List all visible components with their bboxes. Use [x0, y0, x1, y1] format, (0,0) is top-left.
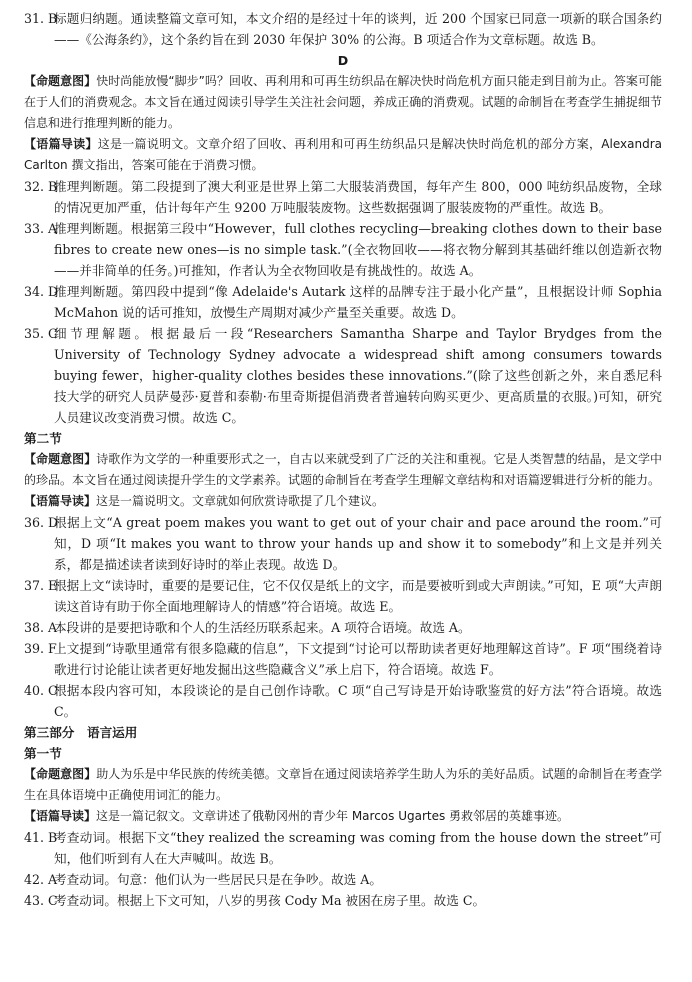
note-tag: 【命题意图】: [24, 452, 97, 466]
answer-number: 33. A: [24, 221, 58, 236]
section-heading: 第一节: [24, 746, 62, 761]
answer-34: [24, 281, 662, 323]
answer-number: 38. A: [24, 620, 58, 635]
answer-number: 37. E: [24, 578, 58, 593]
note-tag: 【语篇导读】: [24, 809, 97, 823]
answer-42: [24, 869, 662, 890]
answer-32: [24, 176, 662, 218]
answer-text: 根据本段内容可知，本段谈论的是自己创作诗歌。C 项“自己写诗是开始诗歌鉴赏的好方法”符合语境。故选 C。: [54, 683, 662, 719]
answer-number: 34. D: [24, 284, 59, 299]
passage-letter-heading: D: [337, 53, 349, 68]
answer-text: 考查动词。根据上下文可知，八岁的男孩 Cody Ma 被困在房子里。故选 C。: [54, 893, 486, 908]
note-text: 助人为乐是中华民族的传统美德。文章旨在通过阅读培养学生助人为乐的美好品质。试题的命制旨在考查学生在具体语境中正确使用词汇的能力。: [24, 767, 662, 802]
answer-39: [24, 638, 662, 680]
answer-31: [24, 8, 662, 50]
answer-number: 42. A: [24, 872, 58, 887]
answer-text: 根据上文“A great poem makes you want to get out of your chair and pace around the room.”可知，D 项“It makes you want to throw your hands up and show it to somebody”和上文是并列关系，都是描述读者读到好诗时的举止表现。故选 D。: [54, 515, 662, 572]
answer-number: 41. B: [24, 830, 58, 845]
answer-text: 上文提到“诗歌里通常有很多隐藏的信息”，下文提到“讨论可以帮助读者更好地理解这首诗”。F 项“围绕着诗歌进行讨论能让读者更好地发掘出这些隐藏含义”承上启下，符合语境。故选 F。: [54, 641, 662, 677]
answer-text: 本段讲的是要把诗歌和个人的生活经历联系起来。A 项符合语境。故选 A。: [54, 620, 471, 635]
answer-number: 36. D: [24, 515, 59, 530]
guide-note: [24, 491, 662, 512]
note-tag: 【命题意图】: [24, 767, 97, 781]
answer-text: 考查动词。根据下文“they realized the screaming was coming from the house down the street”可知，他们听到有人在大声喊叫。故选 B。: [54, 830, 662, 866]
answer-text: 推理判断题。第二段提到了澳大利亚是世界上第二大服装消费国，每年产生 800，000 吨纺织品废物，全球的情况更加严重，估计每年产生 9200 万吨服装废物。这些数据强调了服装废物的严重性。故选 B。: [54, 179, 662, 215]
answer-36: [24, 512, 662, 575]
answer-number: 31. B: [24, 11, 58, 26]
note-text: 快时尚能放慢“脚步”吗？回收、再利用和可再生纺织品在解决快时尚危机方面只能走到目前为止。答案可能在于人们的消费观念。本文旨在通过阅读引导学生关注社会问题，养成正确的消费观。试题的命制旨在考查学生捕捉细节信息和进行推理判断的能力。: [24, 74, 662, 130]
note-text: 这是一篇说明文。文章就如何欣赏诗歌提了几个建议。: [96, 494, 385, 508]
guide-note: [24, 134, 662, 176]
answer-number: 40. C: [24, 683, 58, 698]
answer-38: [24, 617, 662, 638]
answer-number: 32. B: [24, 179, 58, 194]
intent-note: [24, 449, 662, 491]
answer-text: 推理判断题。第四段中提到“像 Adelaide's Autark 这样的品牌专注于最小化产量”，且根据设计师 Sophia McMahon 说的话可推知，放慢生产周期对减少产量至关重要。故选 D。: [54, 284, 662, 320]
section-heading: 第二节: [24, 431, 62, 446]
answer-text: 根据上文“读诗时，重要的是要记住，它不仅仅是纸上的文字，而是要被听到或大声朗读。”可知，E 项“大声朗读这首诗有助于你全面地理解诗人的情感”符合语境。故选 E。: [54, 578, 662, 614]
answer-35: [24, 323, 662, 428]
answer-41: [24, 827, 662, 869]
answer-text: 标题归纳题。通读整篇文章可知，本文介绍的是经过十年的谈判，近 200 个国家已同意一项新的联合国条约——《公海条约》，这个条约旨在到 2030 年保护 30% 的公海。B 项适合作为文章标题。故选 B。: [54, 11, 662, 47]
note-text: 这是一篇说明文。文章介绍了回收、再利用和可再生纺织品只是解决快时尚危机的部分方案，Alexandra Carlton 撰文指出，答案可能在于消费习惯。: [24, 137, 662, 172]
answer-number: 35. C: [24, 326, 58, 341]
intent-note: [24, 764, 662, 806]
intent-note: [24, 71, 662, 134]
answer-40: [24, 680, 662, 722]
answer-33: [24, 218, 662, 281]
note-text: 诗歌作为文学的一种重要形式之一，自古以来就受到了广泛的关注和重视。它是人类智慧的结晶，是文学中的珍品。本文旨在通过阅读提升学生的文学素养。试题的命制旨在考查学生理解文章结构和对语篇逻辑进行分析的能力。: [24, 452, 662, 487]
answer-number: 43. C: [24, 893, 58, 908]
note-tag: 【命题意图】: [24, 74, 97, 88]
note-tag: 【语篇导读】: [24, 137, 98, 151]
answer-text: 细节理解题。根据最后一段“Researchers Samantha Sharpe and Taylor Brydges from the University of Technology Sydney advocate a widespread shift among consumers towards buying fewer，higher-quality clothes besides these innovations.”(除了这些创新之外，来自悉尼科技大学的研究人员萨曼莎·夏普和泰勒·布里奇斯提倡消费者普遍转向购买更少、更高质量的衣服。)可知，研究人员建议改变消费习惯。故选 C。: [54, 326, 662, 425]
answer-text: 考查动词。句意：他们认为一些居民只是在争吵。故选 A。: [54, 872, 382, 887]
note-tag: 【语篇导读】: [24, 494, 97, 508]
answer-43: [24, 890, 662, 911]
part-heading: 第三部分 语言运用: [24, 725, 138, 740]
answer-number: 39. F: [24, 641, 57, 656]
note-text: 这是一篇记叙文。文章讲述了俄勒冈州的青少年 Marcos Ugartes 勇救邻居的英雄事迹。: [96, 809, 570, 823]
answer-text: 推理判断题。根据第三段中“However，full clothes recycling—breaking clothes down to their base fibres to create new ones—is no simple task.”(全衣物回收——将衣物分解到其基础纤维以创造新衣物——并非简单的任务。)可推知，作者认为全衣物回收是有挑战性的。故选 A。: [54, 221, 662, 278]
guide-note: [24, 806, 662, 827]
answer-37: [24, 575, 662, 617]
